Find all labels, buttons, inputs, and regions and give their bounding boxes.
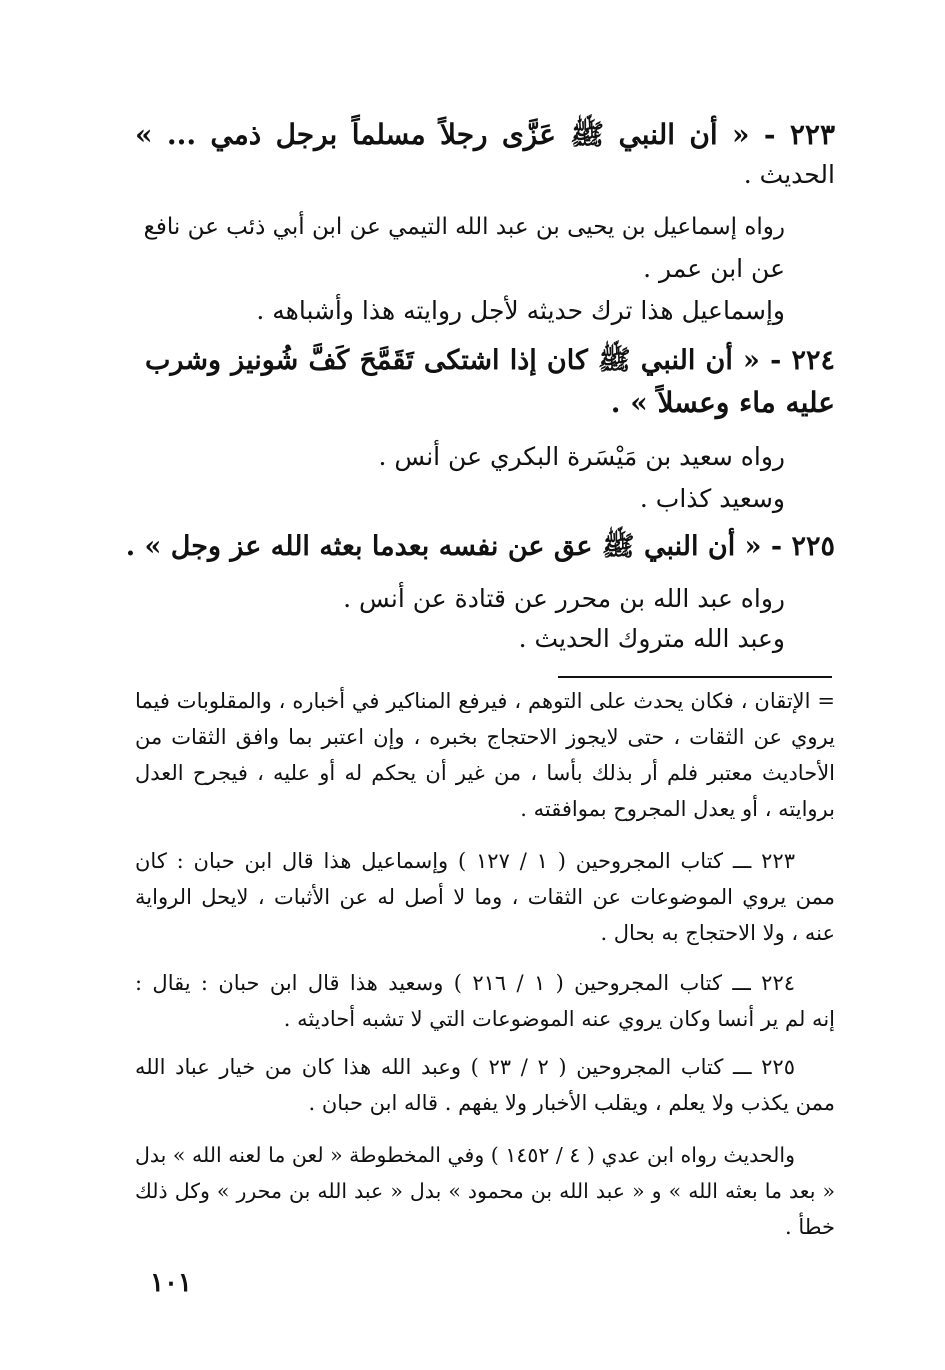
footnote-separator-rule — [558, 676, 832, 678]
entry-223-narration-line-1: رواه إسماعيل بن يحيى بن عبد الله التيمي عن ابن أبي ذئب عن نافع — [143, 214, 785, 240]
entry-224-judgment: وسعيد كذاب . — [639, 484, 785, 513]
entry-225-heading-line-1: ٢٢٥ - « أن النبي ﷺ عق عن نفسه بعدما بعثه الله عز وجل » . — [125, 531, 835, 562]
entry-224-heading-line-2: عليه ماء وعسلاً » . — [610, 386, 835, 419]
footnote-223-line-2: ممن يروي الموضوعات عن الثقات ، وما لا أصل له عن الأثبات ، لايحل الرواية — [135, 885, 835, 909]
entry-224-narration-line-1: رواه سعيد بن مَيْسَرة البكري عن أنس . — [378, 442, 785, 471]
entry-224-heading-line-1: ٢٢٤ - « أن النبي ﷺ كان إذا اشتكى تَقَمَّحَ كَفَّ شُونيز وشرب — [145, 345, 835, 376]
footnote-extra-line-2: « بعد ما بعثه الله » و « عبد الله بن محمود » بدل « عبد الله بن محرر » وكل ذلك — [135, 1179, 835, 1203]
footnote-223-line-3: عنه ، ولا الاحتجاج به بحال . — [600, 921, 835, 945]
entry-225-narration-line-1: رواه عبد الله بن محرر عن قتادة عن أنس . — [343, 584, 785, 613]
footnote-continued-line-4: بروايته ، أو يعدل المجروح بموافقته . — [520, 797, 835, 821]
footnote-224-line-1: ٢٢٤ ـــ كتاب المجروحين ( ١ / ٢١٦ ) وسعيد هذا قال ابن حبان : يقال : — [135, 971, 796, 995]
page-number: ١٠١ — [150, 1268, 192, 1298]
entry-223-heading-line-1: ٢٢٣ - « أن النبي ﷺ عَزَّى رجلاً مسلماً برجل ذمي ... » — [135, 118, 835, 151]
footnote-225-line-2: ممن يكذب ولا يعلم ، ويقلب الأخبار ولا يفهم . قاله ابن حبان . — [308, 1091, 835, 1115]
entry-223-narration-line-2: عن ابن عمر . — [643, 254, 785, 283]
footnote-223-line-1: ٢٢٣ ـــ كتاب المجروحين ( ١ / ١٢٧ ) وإسماعيل هذا قال ابن حبان : كان — [135, 849, 795, 873]
entry-225-judgment: وعبد الله متروك الحديث . — [518, 624, 785, 653]
footnote-continued-line-3: الأحاديث معتبر فلم أر بذلك بأسا ، من غير أن يحكم له أو عليه ، فيجرح العدل — [135, 761, 835, 785]
footnote-225-line-1: ٢٢٥ ـــ كتاب المجروحين ( ٢ / ٢٣ ) وعبد الله هذا كان من خيار عباد الله — [135, 1055, 795, 1079]
footnote-extra-line-1: والحديث رواه ابن عدي ( ٤ / ١٤٥٢ ) وفي المخطوطة « لعن ما لعنه الله » بدل — [135, 1143, 795, 1167]
footnote-224-line-2: إنه لم ير أنسا وكان يروي عنه الموضوعات التي لا تشبه أحاديثه . — [283, 1007, 835, 1031]
entry-223-judgment: وإسماعيل هذا ترك حديثه لأجل روايته هذا وأشباهه . — [256, 296, 785, 325]
footnote-continued-line-2: يروي عن الثقات ، حتى لايجوز الاحتجاج بخبره ، وإن اعتبر بما وافق الثقات من — [135, 725, 835, 749]
footnote-continued-line-1: = الإتقان ، فكان يحدث على التوهم ، فيرفع المناكير في أخباره ، والمقلوبات فيما — [135, 689, 835, 713]
entry-223-heading-line-2: الحديث . — [743, 160, 835, 189]
footnote-extra-line-3: خطأ . — [785, 1215, 835, 1239]
